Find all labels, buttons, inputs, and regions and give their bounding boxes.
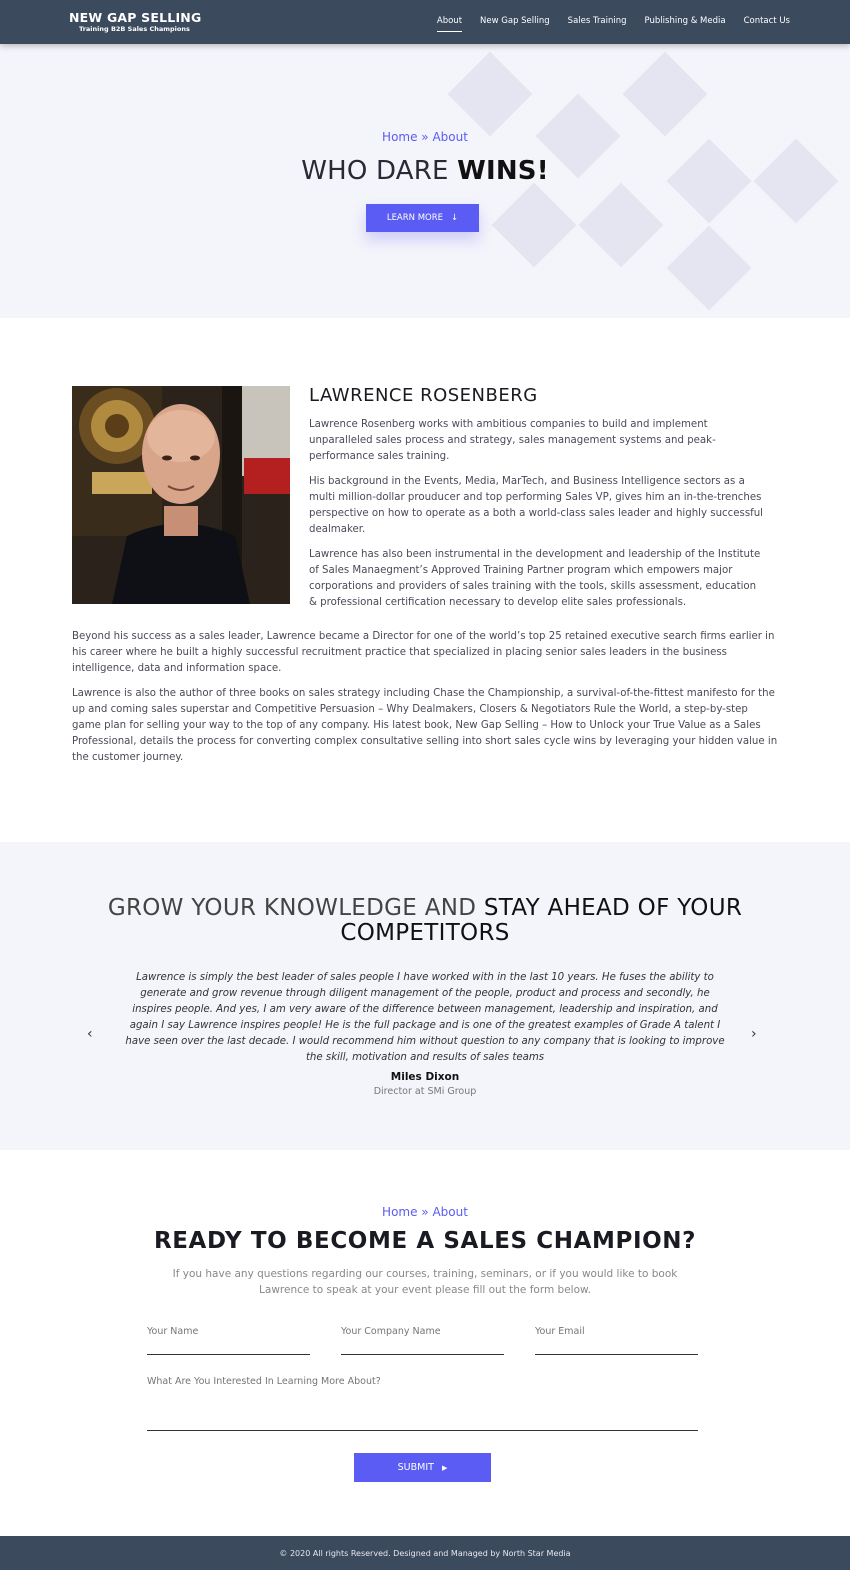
arrow-down-icon: ↓ [451,213,459,223]
bio-name: LAWRENCE ROSENBERG [309,385,538,406]
submit-button[interactable] [354,1453,491,1482]
decorative-diamond [492,183,577,268]
bio-paragraph: Beyond his success as a sales leader, Lawrence became a Director for one of the world’s top 25 retained executive search firms earlier in his career where he built a highly successful recruitment practice that specialized in placing senior sales leaders in the business intelligence, data and information space. [72,631,775,674]
page-title-bold: WINS! [457,156,549,186]
submit-label: SUBMIT [397,1462,434,1473]
caret-right-icon: ▶ [441,1463,448,1472]
bio-paragraph: His background in the Events, Media, MarTech, and Business Intelligence sectors as a multi million-dollar prouducer and top performing Sales VP, gives him an in-the-trenches perspective on how to operate as a both a world-class sales leader and highly successful dealmaker. [309,476,764,535]
testimonial-role: Director at SMi Group [373,1086,477,1097]
nav-item-new-gap-selling[interactable]: New Gap Selling [480,16,550,26]
decorative-diamond [579,183,664,268]
name-input[interactable] [147,1326,310,1337]
testimonial-author: Miles Dixon [390,1071,460,1083]
brand-tagline: Training B2B Sales Champions [79,25,190,33]
testimonial-heading [60,896,790,946]
company-input[interactable] [341,1326,504,1337]
brand-logo[interactable] [69,11,201,33]
hero-section [0,44,850,318]
nav-item-publishing-media[interactable]: Publishing & Media [644,16,726,26]
bio-paragraph: Lawrence Rosenberg works with ambitious companies to build and implement unparalleled sales process and strategy, sales management systems and peak-performance sales training. [309,419,716,462]
chevron-left-icon[interactable]: ‹ [87,1026,93,1042]
contact-breadcrumb[interactable]: Home » About [382,1205,468,1219]
nav-item-sales-training[interactable]: Sales Training [567,16,627,26]
breadcrumb[interactable]: Home » About [382,130,468,144]
testimonial-quote: Lawrence is simply the best leader of sales people I have worked with in the last 10 years. He fuses the ability to generate and grow revenue through diligent management of the people, product and process and secondly, he inspires people. And yes, I am very aware of the difference between management, leadership and inspiration, and again I say Lawrence inspires people! He is the full package and is one of the greatest examples of Grade A talent I have seen over the last decade. I would recommend him without question to any company that is looking to improve the skill, motivation and results of sales teams [125,972,725,1063]
decorative-diamond [448,52,533,137]
contact-subtext: If you have any questions regarding our courses, training, seminars, or if you would like to book Lawrence to speak at your event please fill out the form below. [172,1268,678,1296]
contact-heading: READY TO BECOME A SALES CHAMPION? [153,1228,697,1254]
bio-section [0,318,850,842]
learn-more-label: LEARN MORE [386,213,444,223]
lawrence-rosenberg-photo [72,386,290,604]
bio-paragraph: Lawrence has also been instrumental in the development and leadership of the Institute of Sales Manaegment’s Approved Training Partner program which empowers major corporations and providers of sales training with the tools, skills assessment, education & professional certification necessary to develop elite sales professionals. [309,549,761,608]
testimonial-section [0,842,850,1150]
testimonial-heading-dark: STAY AHEAD OF YOUR COMPETITORS [340,895,743,946]
brand-title: NEW GAP SELLING [69,10,202,25]
email-field [535,1319,698,1355]
testimonial-heading-light: GROW YOUR KNOWLEDGE AND [107,895,484,921]
email-input[interactable] [535,1326,698,1337]
decorative-diamond [667,226,752,311]
chevron-right-icon[interactable]: › [751,1026,757,1042]
footer [0,1536,850,1570]
page-title [0,156,850,186]
company-field [341,1319,504,1355]
footer-text: © 2020 All rights Reserved. Designed and Managed by North Star Media [279,1548,571,1558]
page-title-light: WHO DARE [301,156,458,186]
name-field [147,1319,310,1355]
nav-item-contact-us[interactable]: Contact Us [743,16,790,26]
interest-field [147,1376,698,1431]
contact-section [0,1150,850,1536]
portrait-illustration [72,386,290,604]
learn-more-button[interactable] [366,204,479,232]
nav-links [419,16,790,26]
top-navbar [0,0,850,44]
bio-paragraph: Lawrence is also the author of three books on sales strategy including Chase the Championship, a survival-of-the-fittest manifesto for the up and coming sales superstar and Competitive Persuasion – Why Dealmakers, Closers & Negotiators Rule the World, a step-by-step game plan for selling your way to the top of any company. His latest book, New Gap Selling – How to Unlock your True Value as a Sales Professional, details the process for converting complex consultative selling into short sales cycle wins by leveraging your hidden value in the customer journey. [72,688,778,763]
decorative-diamond [623,52,708,137]
interest-textarea[interactable] [147,1376,698,1409]
nav-item-about[interactable]: About [436,16,463,26]
